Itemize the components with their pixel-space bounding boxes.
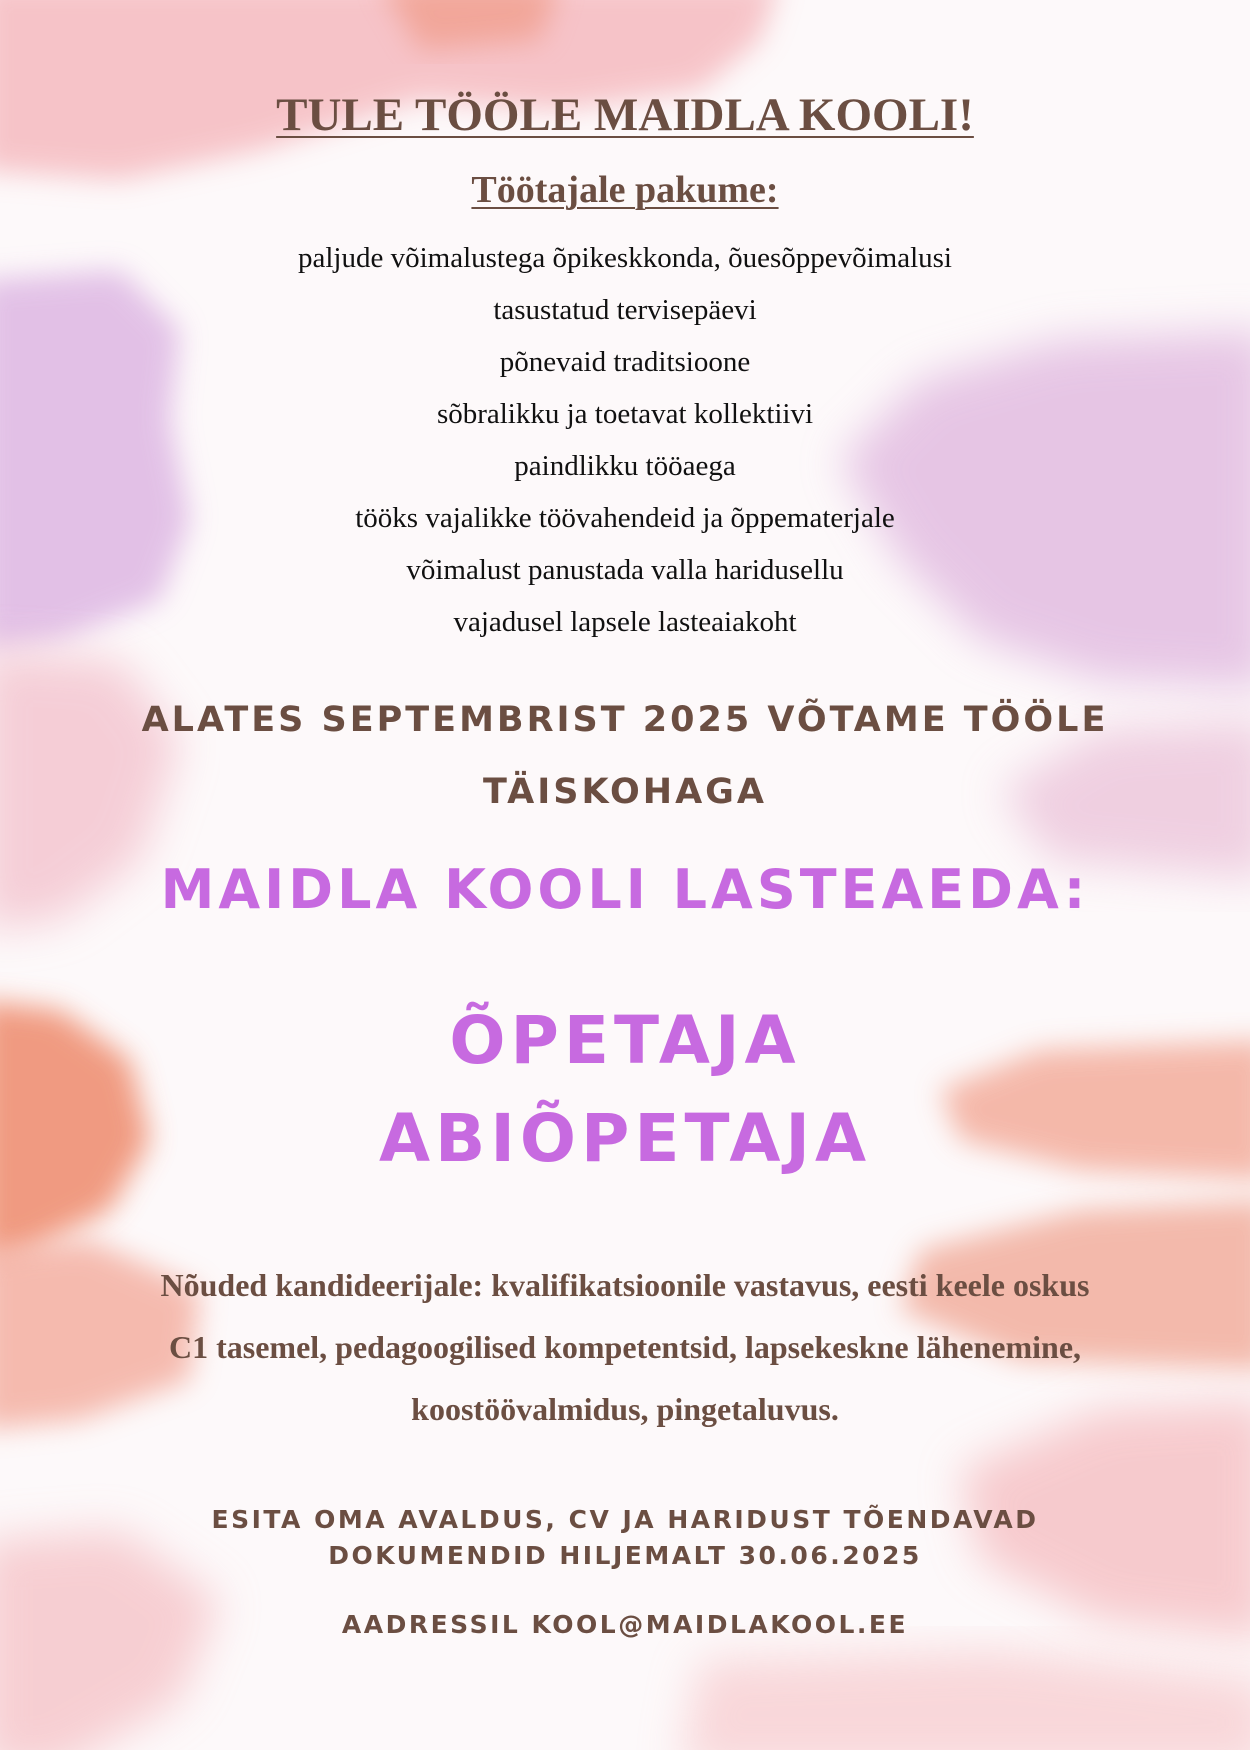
start-announcement: ALATES SEPTEMBRIST 2025 VÕTAME TÖÖLE TÄISKOHAGA: [141, 700, 1109, 812]
list-item: sõbralikku ja toetavat kollektiivi: [436, 398, 814, 430]
list-item: põnevaid traditsioone: [499, 346, 751, 378]
position-assistant-teacher: ABIÕPETAJA: [378, 1100, 872, 1177]
kindergarten-heading: MAIDLA KOOLI LASTEAEDA:: [160, 858, 1090, 921]
page-title: TULE TÖÖLE MAIDLA KOOLI!: [276, 89, 974, 141]
list-item: paindlikku tööaega: [514, 450, 736, 482]
requirements-text: Nõuded kandideerijale: kvalifikatsioonile vastavus, eesti keele oskus C1 tasemel, pedagoogilised kompetentsid, lapsekeskne lähenemine, koostöövalmidus, pingetaluvus.: [160, 1267, 1090, 1427]
list-item: võimalust panustada valla haridusellu: [406, 554, 844, 586]
list-item: tasustatud tervisepäevi: [493, 294, 757, 326]
list-item: tööks vajalikke töövahendeid ja õppematerjale: [355, 502, 895, 534]
positions-list: [0, 992, 1250, 1188]
benefits-heading: Töötajale pakume:: [471, 169, 779, 211]
benefits-list: [0, 232, 1250, 648]
contact-address: AADRESSIL KOOL@MAIDLAKOOL.EE: [341, 1610, 909, 1639]
list-item: paljude võimalustega õpikeskkonda, õuesõppevõimalusi: [298, 242, 952, 274]
list-item: vajadusel lapsele lasteaiakoht: [453, 606, 797, 638]
submit-instructions: ESITA OMA AVALDUS, CV JA HARIDUST TÕENDAVAD DOKUMENDID HILJEMALT 30.06.2025: [211, 1505, 1039, 1570]
position-teacher: ÕPETAJA: [449, 1002, 801, 1079]
